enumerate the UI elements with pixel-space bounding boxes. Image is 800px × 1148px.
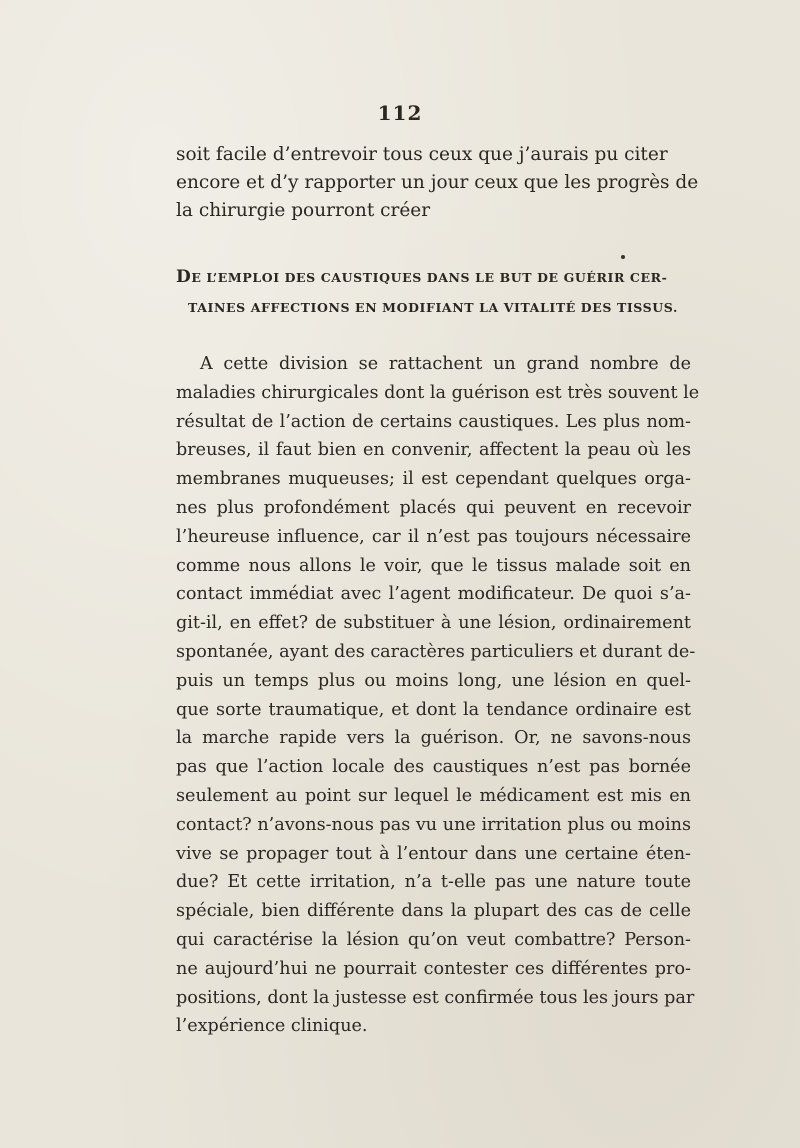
body-line: nes plus profondément placés qui peuvent en recevoir [176, 497, 691, 518]
body-line: pas que l’action locale des caustiques n’est pas bornée [176, 757, 691, 778]
body-line: seulement au point sur lequel le médicament est mis en [176, 785, 691, 806]
body-line: spontanée, ayant des caractères particuliers et durant de- [176, 641, 696, 662]
body-line: A cette division se rattachent un grand nombre de [200, 354, 691, 374]
body-line: résultat de l’action de certains caustiques. Les plus nom- [176, 411, 691, 432]
body-line: comme nous allons le voir, que le tissus malade soit en [176, 555, 691, 576]
section-heading [176, 262, 690, 323]
intro-line: soit facile d’entrevoir tous ceux que j’aurais pu citer [176, 144, 668, 165]
body-line: spéciale, bien différente dans la plupart des cas de celle [176, 901, 691, 922]
body-line: l’expérience clinique. [176, 1016, 368, 1037]
body-line: qui caractérise la lésion qu’on veut combattre? Person- [176, 929, 691, 950]
intro-paragraph [176, 141, 699, 225]
body-line: contact immédiat avec l’agent modificateur. De quoi s’a- [176, 584, 691, 605]
page-number: 112 [377, 101, 423, 125]
section-heading-line [176, 262, 690, 293]
body-line: vive se propager tout à l’entour dans une certaine éten- [176, 843, 691, 864]
body-line: maladies chirurgicales dont la guérison est très souvent le [176, 382, 700, 403]
intro-line: la chirurgie pourront créer [176, 200, 431, 221]
ink-speck [621, 255, 625, 259]
body-line: contact? n’avons-nous pas vu une irritation plus ou moins [176, 814, 691, 835]
body-line: breuses, il faut bien en convenir, affectent la peau où les [176, 440, 691, 461]
body-line: l’heureuse influence, car il n’est pas toujours nécessaire [176, 526, 691, 547]
body-line: ne aujourd’hui ne pourrait contester ces différentes pro- [176, 958, 691, 979]
heading-line1-rest: E L’EMPLOI DES CAUSTIQUES DANS LE BUT DE GUÉRIR CER- [191, 270, 668, 285]
body-line: git-il, en effet? de substituer à une lésion, ordinairement [176, 613, 691, 634]
body-paragraph [176, 350, 700, 1041]
heading-initial: D [176, 267, 192, 287]
body-line: positions, dont la justesse est confirmée tous les jours par [176, 987, 695, 1008]
section-heading-line: TAINES AFFECTIONS EN MODIFIANT LA VITALITÉ DES TISSUS. [188, 300, 678, 315]
body-line: puis un temps plus ou moins long, une lésion en quel- [176, 670, 691, 691]
body-line: que sorte traumatique, et dont la tendance ordinaire est [176, 699, 691, 720]
body-line: membranes muqueuses; il est cependant quelques orga- [176, 469, 691, 490]
body-line: la marche rapide vers la guérison. Or, ne savons-nous [176, 728, 691, 749]
intro-line: encore et d’y rapporter un jour ceux que les progrès de [176, 172, 699, 193]
body-line: due? Et cette irritation, n’a t-elle pas une nature toute [176, 872, 691, 893]
